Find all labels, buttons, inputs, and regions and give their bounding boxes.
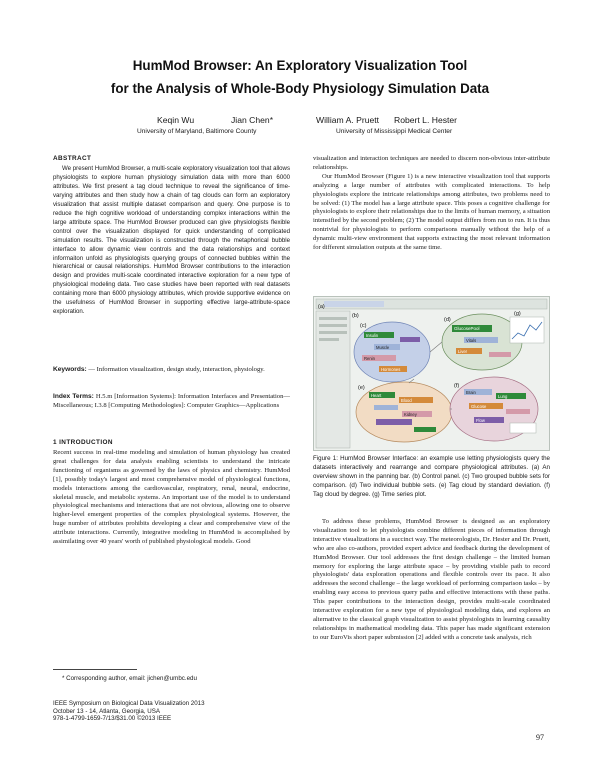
paper-title-line-1: HumMod Browser: An Exploratory Visualization Tool [132, 58, 468, 73]
bubble-label: Lung [498, 394, 508, 399]
author-name: Robert L. Hester [394, 115, 458, 125]
author-name: Keqin Wu [157, 115, 195, 125]
bubble-label: Renin [364, 356, 375, 361]
keywords-label: Keywords: [53, 366, 87, 373]
figure-caption: Figure 1: HumMod Browser Interface: an example use letting physiologists query the datasets interactively and rearrange and compare physiological attributes. (a) An overview shown in the panning bar. (b) Control panel. (c) Two grouped bubble sets for comparison. (d) Two individual bubble sets. (e) Tag cloud by standard deviation. (f) Tag cloud by degree. (g) Time series plot. [313, 455, 550, 498]
figure-label-c: (c) [360, 323, 367, 329]
page-number: 97 [536, 733, 544, 742]
bubble-label: Blood [401, 398, 412, 403]
bubble-label: Glucose [471, 404, 487, 409]
body-paragraph: To address these problems, HumMod Browser is designed as an exploratory visualization tool to let physiologists combine different pieces of information through interactive visualizations in a succinct way. The meteorologists, Dr. Hester and Dr. Pruett, who are also co-authors, provided expert advice and feedback during the development of HumMod Browser. Our tool addresses the first design challenge – the limited human memory for exploring the large attribute space – by providing visible path to record physiologists' data exploration operations and flexible controls over its pace. It also addresses the second challenge – the large workload of performing comparison tasks – by enabling easy access to previous query paths and effective interactions with these paths. This paper contributions to the interaction design, provides multi-scale coordinated interactive exploration for a new type of physiological modeling data, and explores an alternative to the classical graph visualization to assist physiologists in learning causality relationships in mathematical modeling data. This paper has made significant extension to our EuroVis short paper submission [2] added with a concrete task analysis, rich [313, 518, 550, 641]
footnote-rule [53, 669, 137, 670]
bubble-label: GlucosePool [454, 326, 480, 331]
bubble-label: Vitals [466, 338, 477, 343]
bubble-label: Brain [466, 390, 476, 395]
introduction-section [53, 439, 290, 547]
introduction-text: Recent success in real-time modeling and simulation of human physiology has created great challenges for data analysis enabling scientists to understand the intricate functioning of organisms as governed by the laws of physics and chemistry. HumMod [1], possibly today's largest and most comprehensive model of physiological functions, models interactions among the cardiovascular, respiratory, renal, neural, endocrine, skeletal muscle, and metabolic systems. An important use of the model is to understand physiological mechanisms and interactions that are not obvious, allowing one to observe higher-level emergent properties of the complex physiological systems. However, the huge number of attributes prohibits developing a clear and comprehensive view of the attribute interactions. Currently, integrative modeling in HumMod is accomplished by assimilating over 40 years' worth of published physiological models. Good [53, 449, 290, 546]
figure-label-d: (d) [444, 317, 451, 323]
bubble-label: Heart [371, 393, 382, 398]
figure-label-f: (f) [454, 383, 460, 389]
affiliation: University of Mississippi Medical Center [336, 128, 453, 135]
keywords-block [53, 366, 290, 375]
bubble-set-c [354, 322, 430, 382]
keywords-text: — Information visualization, design study, interaction, physiology. [88, 366, 265, 373]
introduction-heading: 1 INTRODUCTION [53, 439, 113, 446]
body-paragraph: Our HumMod Browser (Figure 1) is a new interactive visualization tool that supports analyzing a large number of attributes with complicated interactions. To help physiologists explore the intricate relationships among attributes, two problems need to be solved: (1) The model has a large attribute space. This poses a cognitive challenge for physiologists to explore their relationships due to the limits of human memory, a situation intensified by the second problem; (2) The model output differs from run to run. It is thus nontrivial for physiologists to perform comparisons manually without the help of a dynamic multi-view environment that supports extracting the most relevant information for different simulation outputs at the same time. [313, 172, 550, 252]
abstract-heading: ABSTRACT [53, 155, 92, 162]
conference-line: 978-1-4799-1659-7/13/$31.00 ©2013 IEEE [53, 715, 172, 723]
bubble-label: Flow [476, 418, 485, 423]
figure-1-screenshot [313, 296, 550, 451]
bubble-label: Hormones [381, 367, 401, 372]
body-paragraph: visualization and interaction techniques are needed to discern non-obvious inter-attribute relationships. [313, 155, 550, 171]
abstract-text: We present HumMod Browser, a multi-scale exploratory visualization tool that allows physiologists to explore human physiology simulation data with more than 6000 attributes. We first present a tag cloud technique to reveal the significance of time-varying attributes and then study how a chain of tag clouds can form an exploratory visualization that assist multiple dataset comparison and query. One purpose is to reduce the high cognitive workload of understanding complex interactions within the large attribute space. The HumMod Browser produced can give physiologists flexible control over the visualization displayed for quick understanding of complicated simulation results. The visualization is constructed through the metaphorical bubble interface to allow dynamic view controls and the data relationships and context informaiton unfold as physiologists querying groups of connected bubbles within the hierarchical or causal relationships. HumMod Browser contributions to the interaction design and provides multi-scale coordinated interactive exploration for a new type of physiological modeling data. Two case studies have been reported with real datasets containing more than 6000 physiology attributes, which provide supportive evidence on the usefulness of HumMod Browser in supporting effective large-attribute-space exploration. [53, 165, 290, 316]
index-terms-block [53, 393, 290, 411]
conference-line: IEEE Symposium on Biological Data Visualization 2013 [53, 700, 205, 707]
bubble-label: Kidney [404, 412, 417, 417]
bubble-label: Muscle [376, 345, 390, 350]
right-column-top [313, 155, 550, 253]
paper-title-line-2: for the Analysis of Whole-Body Physiology Simulation Data [110, 81, 490, 96]
author-name: William A. Pruett [316, 115, 380, 125]
abstract-section [53, 155, 290, 317]
figure-label-e: (e) [358, 385, 365, 391]
index-terms-label: Index Terms: [53, 393, 94, 400]
bubble-set-d [442, 314, 544, 370]
affiliation: University of Maryland, Baltimore County [137, 128, 257, 135]
figure-label-g: (g) [514, 311, 521, 317]
index-terms-text: H.5.m [Information Systems]: Information Interfaces and Presentation—Miscellaneous; I.3.8 [Computing Methodologies]: Computer Graphics—Applications [53, 393, 290, 409]
right-column-bottom [313, 518, 550, 643]
author-name: Jian Chen* [231, 115, 274, 125]
figure-label-a: (a) [318, 304, 325, 310]
hummod-browser-interface-image [314, 297, 549, 450]
conference-line: October 13 - 14, Atlanta, Georgia, USA [53, 707, 160, 715]
footnote: * Corresponding author, email: jichen@umbc.edu [62, 675, 197, 682]
bubble-set-f [450, 377, 538, 441]
figure-1-caption-block [313, 455, 550, 500]
bubble-label: Liver [458, 349, 468, 354]
bubble-label: Insulin [366, 333, 379, 338]
figure-label-b: (b) [352, 313, 359, 319]
conference-info [53, 700, 205, 723]
